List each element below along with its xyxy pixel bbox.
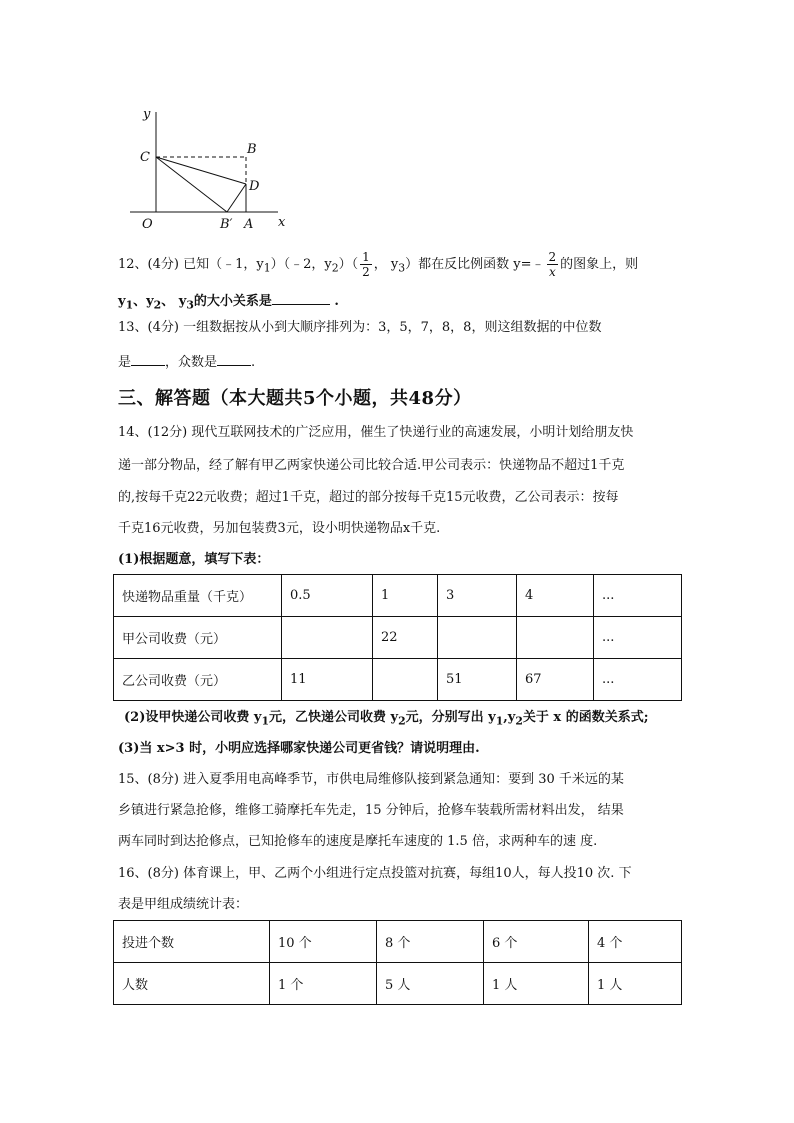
label-x: x (278, 215, 286, 230)
sub: 1 (495, 714, 504, 728)
q14-text: ,y (503, 710, 516, 725)
sub: 2 (515, 714, 523, 728)
table-row (114, 963, 682, 1005)
q12-text: . (334, 294, 339, 309)
table-cell: 1 (373, 575, 438, 617)
segment-cbp (156, 157, 227, 212)
label-a: A (244, 217, 254, 232)
q12-line2 (118, 290, 339, 316)
table-cell: 11 (282, 659, 373, 701)
q16-line2: 表是甲组成绩统计表： (118, 897, 249, 912)
q15-line2: 乡镇进行紧急抢修，维修工骑摩托车先走，15 分钟后，抢修车装载所需材料出发， 结果 (118, 803, 624, 818)
q13-text: ，众数是 (165, 355, 218, 370)
table-cell: 人数 (114, 963, 270, 1005)
label-d: D (249, 179, 260, 194)
sub: 1 (263, 261, 271, 275)
table-cell: ... (594, 659, 682, 701)
answer-blank-mode[interactable] (217, 351, 251, 366)
table-cell: 22 (373, 617, 438, 659)
q14-line2: 递一部分物品，经了解有甲乙两家快递公司比较合适.甲公司表示：快递物品不超过1千克 (118, 458, 625, 473)
table-row (114, 921, 682, 963)
section-title: 三、解答题（本大题共5个小题，共48分） (118, 388, 472, 409)
table-cell: 4 个 (589, 921, 682, 963)
answer-blank-median[interactable] (131, 351, 165, 366)
table-cell: 6 个 (484, 921, 589, 963)
sub: 3 (398, 261, 406, 275)
frac-den: x (548, 265, 556, 279)
q12-text: ， y (373, 257, 399, 272)
table-cell: 5 人 (377, 963, 484, 1005)
q12-text: 、y (133, 294, 154, 309)
table-cell: 10 个 (270, 921, 377, 963)
table-cell: 51 (438, 659, 517, 701)
fraction-2-over-x (547, 250, 559, 279)
q14-line3: 的,按每千克22元收费；超过1千克，超过的部分按每千克15元收费，乙公司表示：按每 (118, 490, 619, 505)
q14-text: (2)设甲快递公司收费 y (124, 710, 262, 725)
table-cell: 0.5 (282, 575, 373, 617)
q12-text: 的大小关系是 (193, 294, 272, 309)
table-cell[interactable] (438, 617, 517, 659)
table-cell: ... (594, 575, 682, 617)
q12-line1 (118, 250, 638, 279)
table-cell: 1 个 (270, 963, 377, 1005)
q12-text: 12、(4分) 已知（﹣1，y (118, 257, 264, 272)
q14-line1: 14、(12分) 现代互联网技术的广泛应用，催生了快递行业的高速发展，小明计划给朋友快 (118, 425, 634, 440)
label-bprime: B′ (220, 217, 233, 232)
q13-text: . (251, 355, 256, 370)
segment-bpd (227, 184, 246, 212)
coordinate-figure (126, 104, 296, 234)
table-cell: 3 (438, 575, 517, 617)
table-row (114, 617, 682, 659)
sub: 2 (331, 261, 339, 275)
label-c: C (140, 150, 150, 165)
label-b: B (247, 142, 257, 157)
q12-text: 、 y (161, 294, 187, 309)
q12-text: 的图象上，则 (560, 257, 639, 272)
sub: 1 (261, 714, 269, 728)
q16-line1: 16、(8分) 体育课上，甲、乙两个小组进行定点投篮对抗赛，每组10人，每人投10 次. 下 (118, 866, 632, 881)
q12-text: y (118, 294, 126, 309)
q13-line2 (118, 351, 255, 373)
q14-part3: (3)当 x>3 时，小明应选择哪家快递公司更省钱？请说明理由. (118, 741, 480, 756)
table-cell: 4 (517, 575, 594, 617)
sub: 2 (398, 714, 406, 728)
q14-line4: 千克16元收费，另加包装费3元，设小明快递物品x千克. (118, 521, 441, 536)
fraction-half (360, 250, 372, 279)
q14-text: 关于 x 的函数关系式; (522, 710, 649, 725)
q13-line1: 13、(4分) 一组数据按从小到大顺序排列为：3，5，7，8，8，则这组数据的中位数 (118, 320, 602, 335)
q14-part2 (124, 708, 649, 732)
table-row (114, 575, 682, 617)
segment-cd (156, 157, 246, 184)
table-row (114, 659, 682, 701)
q12-text: ）（﹣2，y (270, 257, 332, 272)
table-cell: 1 人 (589, 963, 682, 1005)
table-cell: 8 个 (377, 921, 484, 963)
table-cell[interactable] (373, 659, 438, 701)
q15-line1: 15、(8分) 进入夏季用电高峰季节，市供电局维修队接到紧急通知：要到 30 千米远的某 (118, 772, 624, 787)
q14-text: 元，分别写出 y (405, 710, 496, 725)
table-cell: 投进个数 (114, 921, 270, 963)
frac-num: 2 (548, 250, 557, 264)
table-cell: 67 (517, 659, 594, 701)
frac-den: 2 (362, 265, 370, 279)
table-cell: 乙公司收费（元） (114, 659, 282, 701)
table-cell: 甲公司收费（元） (114, 617, 282, 659)
table-cell[interactable] (517, 617, 594, 659)
frac-num: 1 (362, 250, 370, 264)
label-o: O (142, 217, 153, 232)
sub: 3 (186, 298, 194, 312)
shooting-stats-table (113, 920, 682, 1005)
shipping-fee-table (113, 574, 682, 701)
answer-blank[interactable] (272, 290, 330, 305)
q15-line3: 两车同时到达抢修点，已知抢修车的速度是摩托车速度的 1.5 倍，求两种车的速 度. (118, 834, 598, 849)
sub: 1 (125, 298, 134, 312)
q13-text: 是 (118, 355, 132, 370)
label-y: y (143, 107, 151, 122)
q12-text: ）都在反比例函数 y=﹣ (405, 257, 545, 272)
q12-text: ）（ (338, 257, 359, 272)
table-cell[interactable] (282, 617, 373, 659)
sub: 2 (153, 298, 162, 312)
table-cell: 快递物品重量（千克） (114, 575, 282, 617)
q14-part1: (1)根据题意，填写下表： (118, 552, 270, 567)
q14-text: 元，乙快递公司收费 y (268, 710, 399, 725)
table-cell: ... (594, 617, 682, 659)
table-cell: 1 人 (484, 963, 589, 1005)
